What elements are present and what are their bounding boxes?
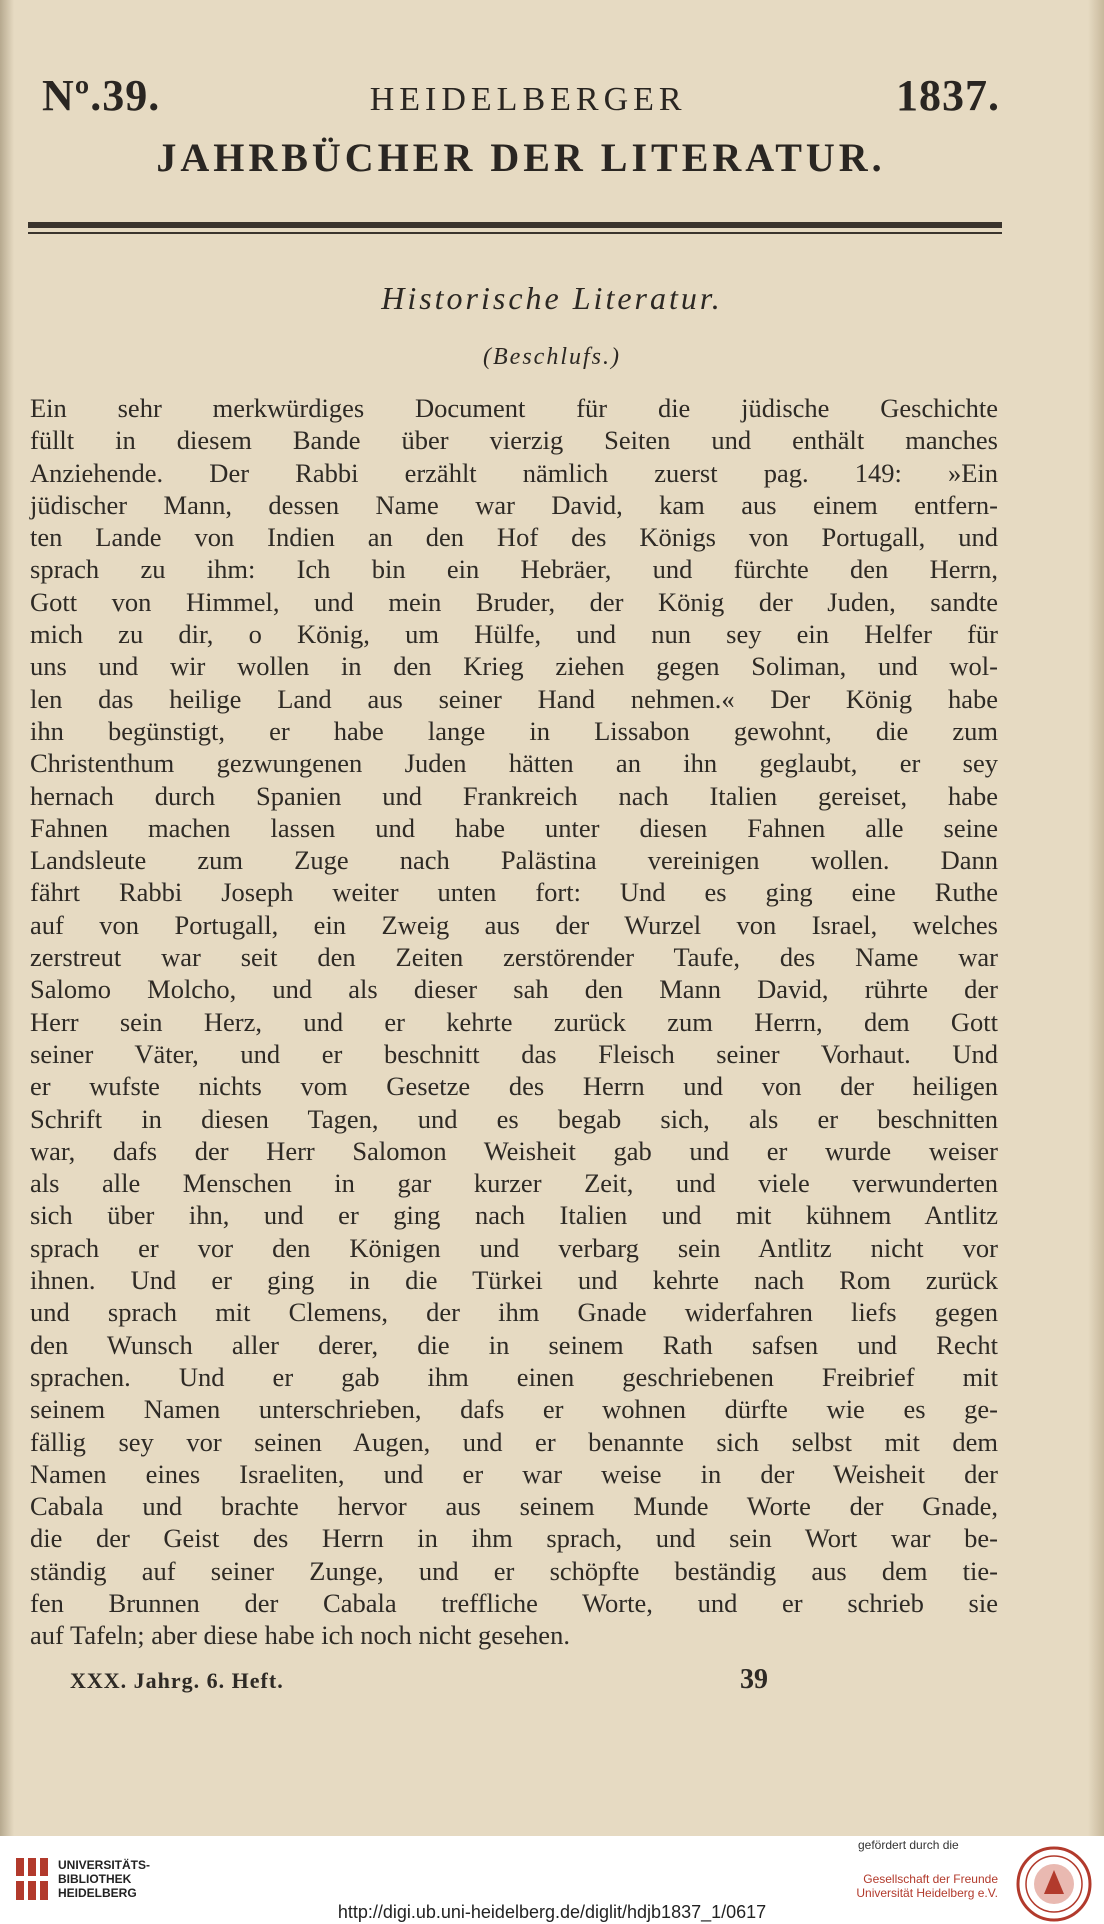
- sponsor-name-line: Universität Heidelberg e.V.: [856, 1886, 998, 1900]
- body-line: ihn begünstigt, er habe lange in Lissabon gewohnt, die zum: [30, 715, 998, 746]
- body-line: Herr sein Herz, und er kehrte zurück zum Herrn, dem Gott: [30, 1006, 998, 1037]
- journal-title: JAHRBÜCHER DER LITERATUR.: [156, 135, 886, 180]
- body-line: Schrift in diesen Tagen, und es begab sich, als er beschnitten: [30, 1103, 998, 1134]
- body-line: war, dafs der Herr Salomon Weisheit gab und er wurde weiser: [30, 1135, 998, 1166]
- body-line: sprachen. Und er gab ihm einen geschriebenen Freibrief mit: [30, 1361, 998, 1392]
- library-logo-icon[interactable]: [14, 1854, 50, 1904]
- body-line: sich über ihn, und er ging nach Italien und mit kühnem Antlitz: [30, 1200, 998, 1231]
- body-line: Landsleute zum Zuge nach Palästina vereinigen wollen. Dann: [30, 845, 998, 876]
- body-line: sprach er vor den Königen und verbarg sein Antlitz nicht vor: [30, 1232, 998, 1263]
- body-line: mich zu dir, o König, um Hülfe, und nun sey ein Helfer für: [30, 619, 998, 650]
- body-line: auf Tafeln; aber diese habe ich noch nicht gesehen.: [30, 1620, 570, 1651]
- sponsor-name-line: Gesellschaft der Freunde: [863, 1872, 998, 1886]
- body-line: uns und wir wollen in den Krieg ziehen gegen Soliman, und wol-: [30, 651, 998, 682]
- body-line: als alle Menschen in gar kurzer Zeit, und viele verwunderten: [30, 1168, 998, 1199]
- section-subtitle: (Beschlufs.): [483, 344, 621, 370]
- body-line: den Wunsch aller derer, die in seinem Rath safsen und Recht: [30, 1329, 998, 1360]
- body-line: jüdischer Mann, dessen Name war David, kam aus einem entfern-: [30, 489, 998, 520]
- issue-number: Nº.39.: [42, 71, 161, 120]
- sponsor-name[interactable]: [828, 1872, 998, 1900]
- issue-year: 1837.: [895, 71, 1000, 120]
- body-line: Namen eines Israeliten, und er war weise in der Weisheit der: [30, 1458, 998, 1489]
- body-line: Cabala und brachte hervor aus seinem Munde Worte der Gnade,: [30, 1491, 998, 1522]
- body-line: und sprach mit Clemens, der ihm Gnade widerfahren liefs gegen: [30, 1297, 998, 1328]
- body-line: len das heilige Land aus seiner Hand nehmen.« Der König habe: [30, 683, 998, 714]
- body-line: seinem Namen unterschrieben, dafs er wohnen dürfte wie es ge-: [30, 1394, 998, 1425]
- page-number: 39: [740, 1664, 768, 1695]
- body-line: ten Lande von Indien an den Hof des Königs von Portugall, und: [30, 522, 998, 553]
- header-rule-thin: [28, 232, 1002, 234]
- journal-header: [42, 70, 1000, 121]
- header-rule-thick: [28, 222, 1002, 228]
- body-line: seiner Väter, und er beschnitt das Fleisch seiner Vorhaut. Und: [30, 1038, 998, 1069]
- body-line: fährt Rabbi Joseph weiter unten fort: Und es ging eine Ruthe: [30, 877, 998, 908]
- body-line: fällig sey vor seinen Augen, und er benannte sich selbst mit dem: [30, 1426, 998, 1457]
- body-line: Christenthum gezwungenen Juden hätten an ihn geglaubt, er sey: [30, 748, 998, 779]
- body-line: auf von Portugall, ein Zweig aus der Wurzel von Israel, welches: [30, 909, 998, 940]
- permalink-url[interactable]: http://digi.ub.uni-heidelberg.de/diglit/hdjb1837_1/0617: [337, 1902, 767, 1922]
- body-line: Ein sehr merkwürdiges Document für die jüdische Geschichte: [30, 393, 998, 423]
- body-line: zerstreut war seit den Zeiten zerstörender Taufe, des Name war: [30, 942, 998, 973]
- body-line: fen Brunnen der Cabala treffliche Worte, und er schrieb sie: [30, 1587, 998, 1618]
- body-line: füllt in diesem Bande über vierzig Seiten und enthält manches: [30, 425, 998, 456]
- body-text: [30, 392, 998, 1652]
- section-title: Historische Literatur.: [381, 280, 723, 316]
- university-seal-icon[interactable]: [1016, 1846, 1092, 1922]
- journal-name-top: HEIDELBERGER: [369, 81, 687, 118]
- body-line: Anziehende. Der Rabbi erzählt nämlich zuerst pag. 149: »Ein: [30, 457, 998, 488]
- library-name-line: UNIVERSITÄTS-: [58, 1858, 151, 1872]
- body-line: hernach durch Spanien und Frankreich nach Italien gereiset, habe: [30, 780, 998, 811]
- body-line: er wufste nichts vom Gesetze des Herrn und von der heiligen: [30, 1071, 998, 1102]
- sponsor-caption: gefördert durch die: [858, 1838, 959, 1852]
- body-line: Salomo Molcho, und als dieser sah den Mann David, rührte der: [30, 974, 998, 1005]
- library-name-line: HEIDELBERG: [58, 1886, 137, 1900]
- body-line: ihnen. Und er ging in die Türkei und kehrte nach Rom zurück: [30, 1265, 998, 1296]
- body-line: die der Geist des Herrn in ihm sprach, und sein Wort war be-: [30, 1523, 998, 1554]
- body-line: sprach zu ihm: Ich bin ein Hebräer, und fürchte den Herrn,: [30, 554, 998, 585]
- library-name-line: BIBLIOTHEK: [58, 1872, 132, 1886]
- body-line: ständig auf seiner Zunge, und er schöpfte beständig aus dem tie-: [30, 1555, 998, 1586]
- library-name: [58, 1858, 150, 1900]
- signature-mark: XXX. Jahrg. 6. Heft.: [70, 1668, 284, 1693]
- body-line: Gott von Himmel, und mein Bruder, der König der Juden, sandte: [30, 586, 998, 617]
- body-line: Fahnen machen lassen und habe unter diesen Fahnen alle seine: [30, 812, 998, 843]
